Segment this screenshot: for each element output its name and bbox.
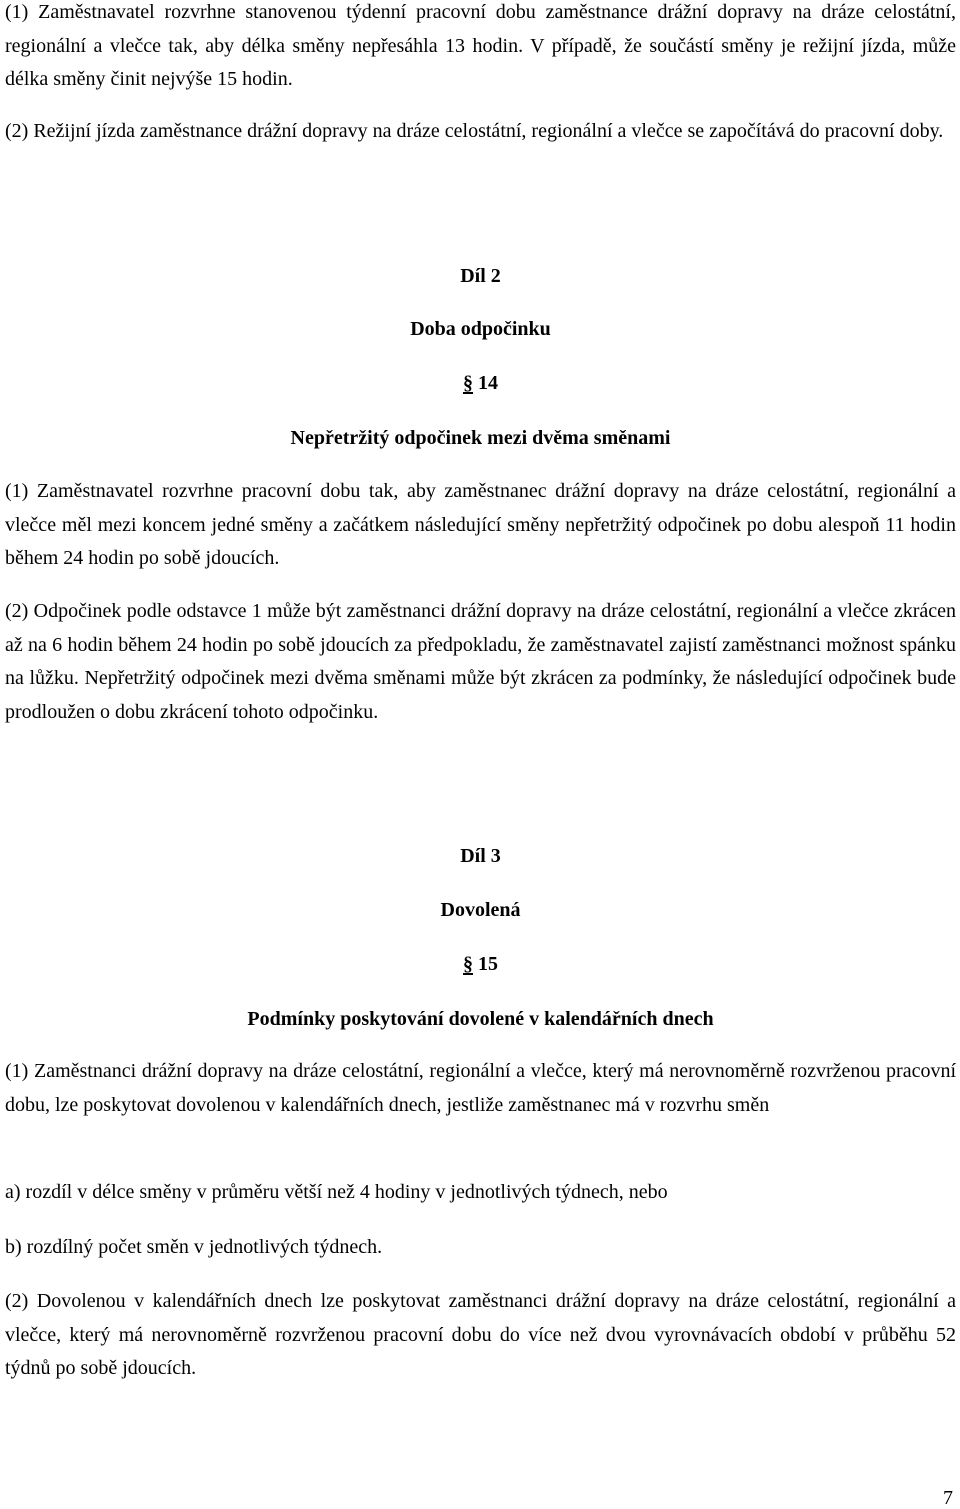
- paragraph-top-1: (1) Zaměstnavatel rozvrhne stanovenou týdenní pracovní dobu zaměstnance drážní dopravy na dráze celostátní, regionální a vlečce tak, aby délka směny nepřesáhla 13 hodin. V případě, že součástí směny je režijní jízda, může délka směny činit nejvýše 15 hodin.: [5, 1, 956, 90]
- section-14-title: Nepřetržitý odpočinek mezi dvěma směnami: [290, 427, 671, 449]
- section-sign: §: [463, 953, 473, 975]
- section-15-title: Podmínky poskytování dovolené v kalendářních dnech: [247, 1008, 714, 1030]
- section-15-item-b: b) rozdílný počet směn v jednotlivých týdnech.: [5, 1236, 383, 1258]
- section-14-paragraph-1: (1) Zaměstnavatel rozvrhne pracovní dobu tak, aby zaměstnanec drážní dopravy na dráze celostátní, regionální a vlečce měl mezi koncem jedné směny a začátkem následující směny nepřetržitý odpočinek po dobu alespoň 11 hodin během 24 hodin po sobě jdoucích.: [5, 480, 956, 569]
- part-2-title: Doba odpočinku: [410, 318, 551, 340]
- part-3-title: Dovolená: [440, 899, 521, 921]
- section-14-paragraph-2: (2) Odpočinek podle odstavce 1 může být zaměstnanci drážní dopravy na dráze celostátní, regionální a vlečce zkrácen až na 6 hodin během 24 hodin po sobě jdoucích za předpokladu, že zaměstnavatel zajistí zaměstnanci možnost spánku na lůžku. Nepřetržitý odpočinek mezi dvěma směnami může být zkrácen za podmínky, že následující odpočinek bude prodloužen o dobu zkrácení tohoto odpočinku.: [5, 600, 956, 723]
- part-2-label: Díl 2: [460, 265, 501, 287]
- paragraph-top-2: (2) Režijní jízda zaměstnance drážní dopravy na dráze celostátní, regionální a vlečce se započítává do pracovní doby.: [5, 120, 944, 142]
- section-14-heading: [5, 369, 956, 397]
- section-sign: §: [463, 372, 473, 394]
- section-15-item-a: a) rozdíl v délce směny v průměru větší než 4 hodiny v jednotlivých týdnech, nebo: [5, 1181, 668, 1203]
- section-15-number: 15: [478, 953, 498, 975]
- page-number: 7: [943, 1487, 953, 1509]
- section-15-paragraph-1: (1) Zaměstnanci drážní dopravy na dráze celostátní, regionální a vlečce, který má nerovnoměrně rozvrženou pracovní dobu, lze poskytovat dovolenou v kalendářních dnech, jestliže zaměstnanec má v rozvrhu směn: [5, 1060, 956, 1116]
- section-15-heading: [5, 950, 956, 978]
- part-3-label: Díl 3: [460, 845, 501, 867]
- section-14-number: 14: [478, 372, 498, 394]
- document-page: [5, 0, 956, 1509]
- section-15-paragraph-2: (2) Dovolenou v kalendářních dnech lze poskytovat zaměstnanci drážní dopravy na dráze celostátní, regionální a vlečce, který má nerovnoměrně rozvrženou pracovní dobu do více než dvou vyrovnávacích období v průběhu 52 týdnů po sobě jdoucích.: [5, 1290, 956, 1379]
